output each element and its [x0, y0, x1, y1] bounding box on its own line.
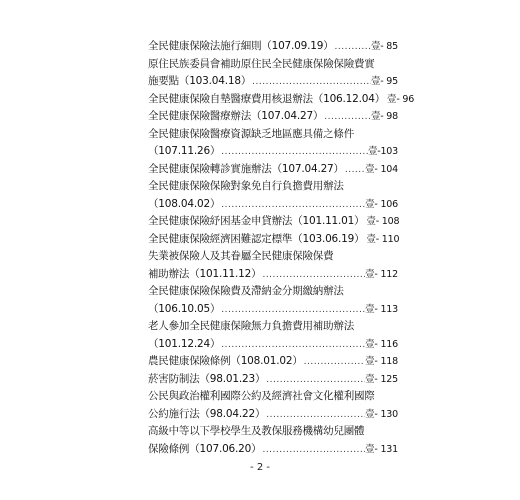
toc-entry-title: 老人參加全民健康保險無力負擔費用補助辦法 — [148, 320, 354, 332]
toc-page-number: 壹- 106 — [365, 198, 398, 210]
toc-entry-title: 公約施行法（98.04.22） — [148, 407, 266, 420]
dot-leader — [220, 340, 365, 350]
toc-page-number: 壹- 112 — [365, 268, 398, 280]
toc-entry-title: 全民健康保險保險對象免自行負擔費用辦法 — [148, 180, 344, 192]
toc-entry-line — [148, 143, 398, 160]
dot-leader — [344, 165, 365, 175]
toc-entry-title: 保險條例（107.06.20） — [148, 442, 262, 455]
toc-entry-title: （106.10.05） — [148, 302, 221, 315]
toc-entry-line — [148, 318, 398, 335]
dot-leader — [261, 445, 365, 455]
toc-entry-title: （108.04.02） — [148, 197, 221, 210]
dot-leader — [323, 112, 371, 122]
toc-entry-line — [148, 283, 398, 300]
toc-entry-title: （107.11.26） — [148, 145, 221, 157]
toc-page-number: 壹- 104 — [365, 163, 398, 175]
toc-page-number: 壹- 110 — [366, 233, 400, 245]
toc-page-number: 壹- 85 — [370, 41, 398, 52]
toc-entry-title: 補助辦法（101.11.12） — [148, 267, 262, 280]
toc-entry-title: 全民健康保險醫療資源缺乏地區應具備之條件 — [148, 127, 354, 140]
dot-leader — [220, 305, 365, 315]
toc-entry-title: 農民健康保險條例（108.01.02） — [148, 355, 303, 367]
toc-entry-title: 全民健康保險紓困基金申貸辦法（101.11.01） — [148, 215, 365, 227]
toc-entry-title: 全民健康保險經濟困難認定標準（103.06.19） — [148, 232, 365, 245]
toc-entry-title: 高級中等以下學校學生及教保服務機構幼兒團體 — [148, 425, 365, 437]
toc-entry-line — [148, 38, 398, 55]
toc-page-number: 壹- 131 — [365, 443, 398, 455]
dot-leader — [220, 147, 368, 157]
toc-entry-line — [148, 248, 398, 265]
toc-entry-line — [148, 108, 398, 125]
toc-entry-line — [148, 406, 398, 423]
toc-page-number: 壹-103 — [367, 146, 398, 157]
toc-page-number: 壹- 118 — [365, 356, 398, 367]
toc-entry-line — [148, 213, 398, 230]
toc-entry-line — [148, 161, 398, 178]
toc-page-number: 壹- 130 — [365, 408, 398, 420]
toc-entry-line — [148, 73, 398, 90]
toc-entry-line — [148, 353, 398, 370]
toc-page-number: 壹- 95 — [370, 76, 398, 87]
dot-leader — [334, 42, 371, 52]
toc-entry-title: 公民與政治權利國際公約及經濟社會文化權利國際 — [148, 390, 375, 402]
toc-entry-line — [148, 56, 398, 73]
toc-entry-line — [148, 266, 398, 283]
dot-leader — [261, 270, 365, 280]
toc-entry-line — [148, 301, 398, 318]
table-of-contents — [148, 38, 415, 458]
toc-entry-line — [148, 371, 398, 388]
dot-leader — [220, 200, 365, 210]
toc-entry-line — [148, 91, 415, 108]
toc-entry-line — [148, 126, 398, 143]
toc-entry-line — [148, 388, 398, 405]
toc-entry-title: 全民健康保險轉診實施辦法（107.04.27） — [148, 162, 344, 175]
toc-entry-title: 全民健康保險醫療辦法（107.04.27） — [148, 110, 324, 122]
toc-entry-title: （101.12.24） — [148, 337, 221, 350]
toc-entry-line — [148, 178, 398, 195]
toc-page-number: 壹- 125 — [365, 373, 398, 385]
toc-entry-title: 全民健康保險自墊醫療費用核退辦法（106.12.04） — [148, 92, 386, 105]
toc-entry-line — [148, 423, 398, 440]
toc-entry-title: 全民健康保險法施行細則（107.09.19） — [148, 40, 334, 52]
toc-page-number: 壹- 96 — [387, 93, 415, 105]
toc-entry-title: 菸害防制法（98.01.23） — [148, 372, 266, 385]
toc-entry-title: 全民健康保險保險費及滯納金分期繳納辦法 — [148, 285, 344, 297]
toc-entry-title: 施要點（103.04.18） — [148, 75, 252, 87]
toc-entry-line — [148, 231, 398, 248]
dot-leader — [303, 357, 365, 367]
toc-page-number: 壹- 108 — [366, 216, 400, 227]
toc-page-number: 壹- 116 — [365, 338, 398, 350]
toc-page-number: 壹- 98 — [370, 111, 398, 122]
dot-leader — [265, 410, 365, 420]
toc-entry-line — [148, 441, 398, 458]
dot-leader — [251, 77, 371, 87]
toc-entry-title: 失業被保險人及其眷屬全民健康保險保費 — [148, 250, 334, 262]
toc-page-number: 壹- 113 — [365, 303, 398, 315]
toc-entry-line — [148, 336, 398, 353]
dot-leader — [265, 375, 365, 385]
toc-entry-line — [148, 196, 398, 213]
page-number: - 2 - — [250, 462, 270, 473]
toc-entry-title: 原住民族委員會補助原住民全民健康保險保險費實 — [148, 57, 375, 70]
